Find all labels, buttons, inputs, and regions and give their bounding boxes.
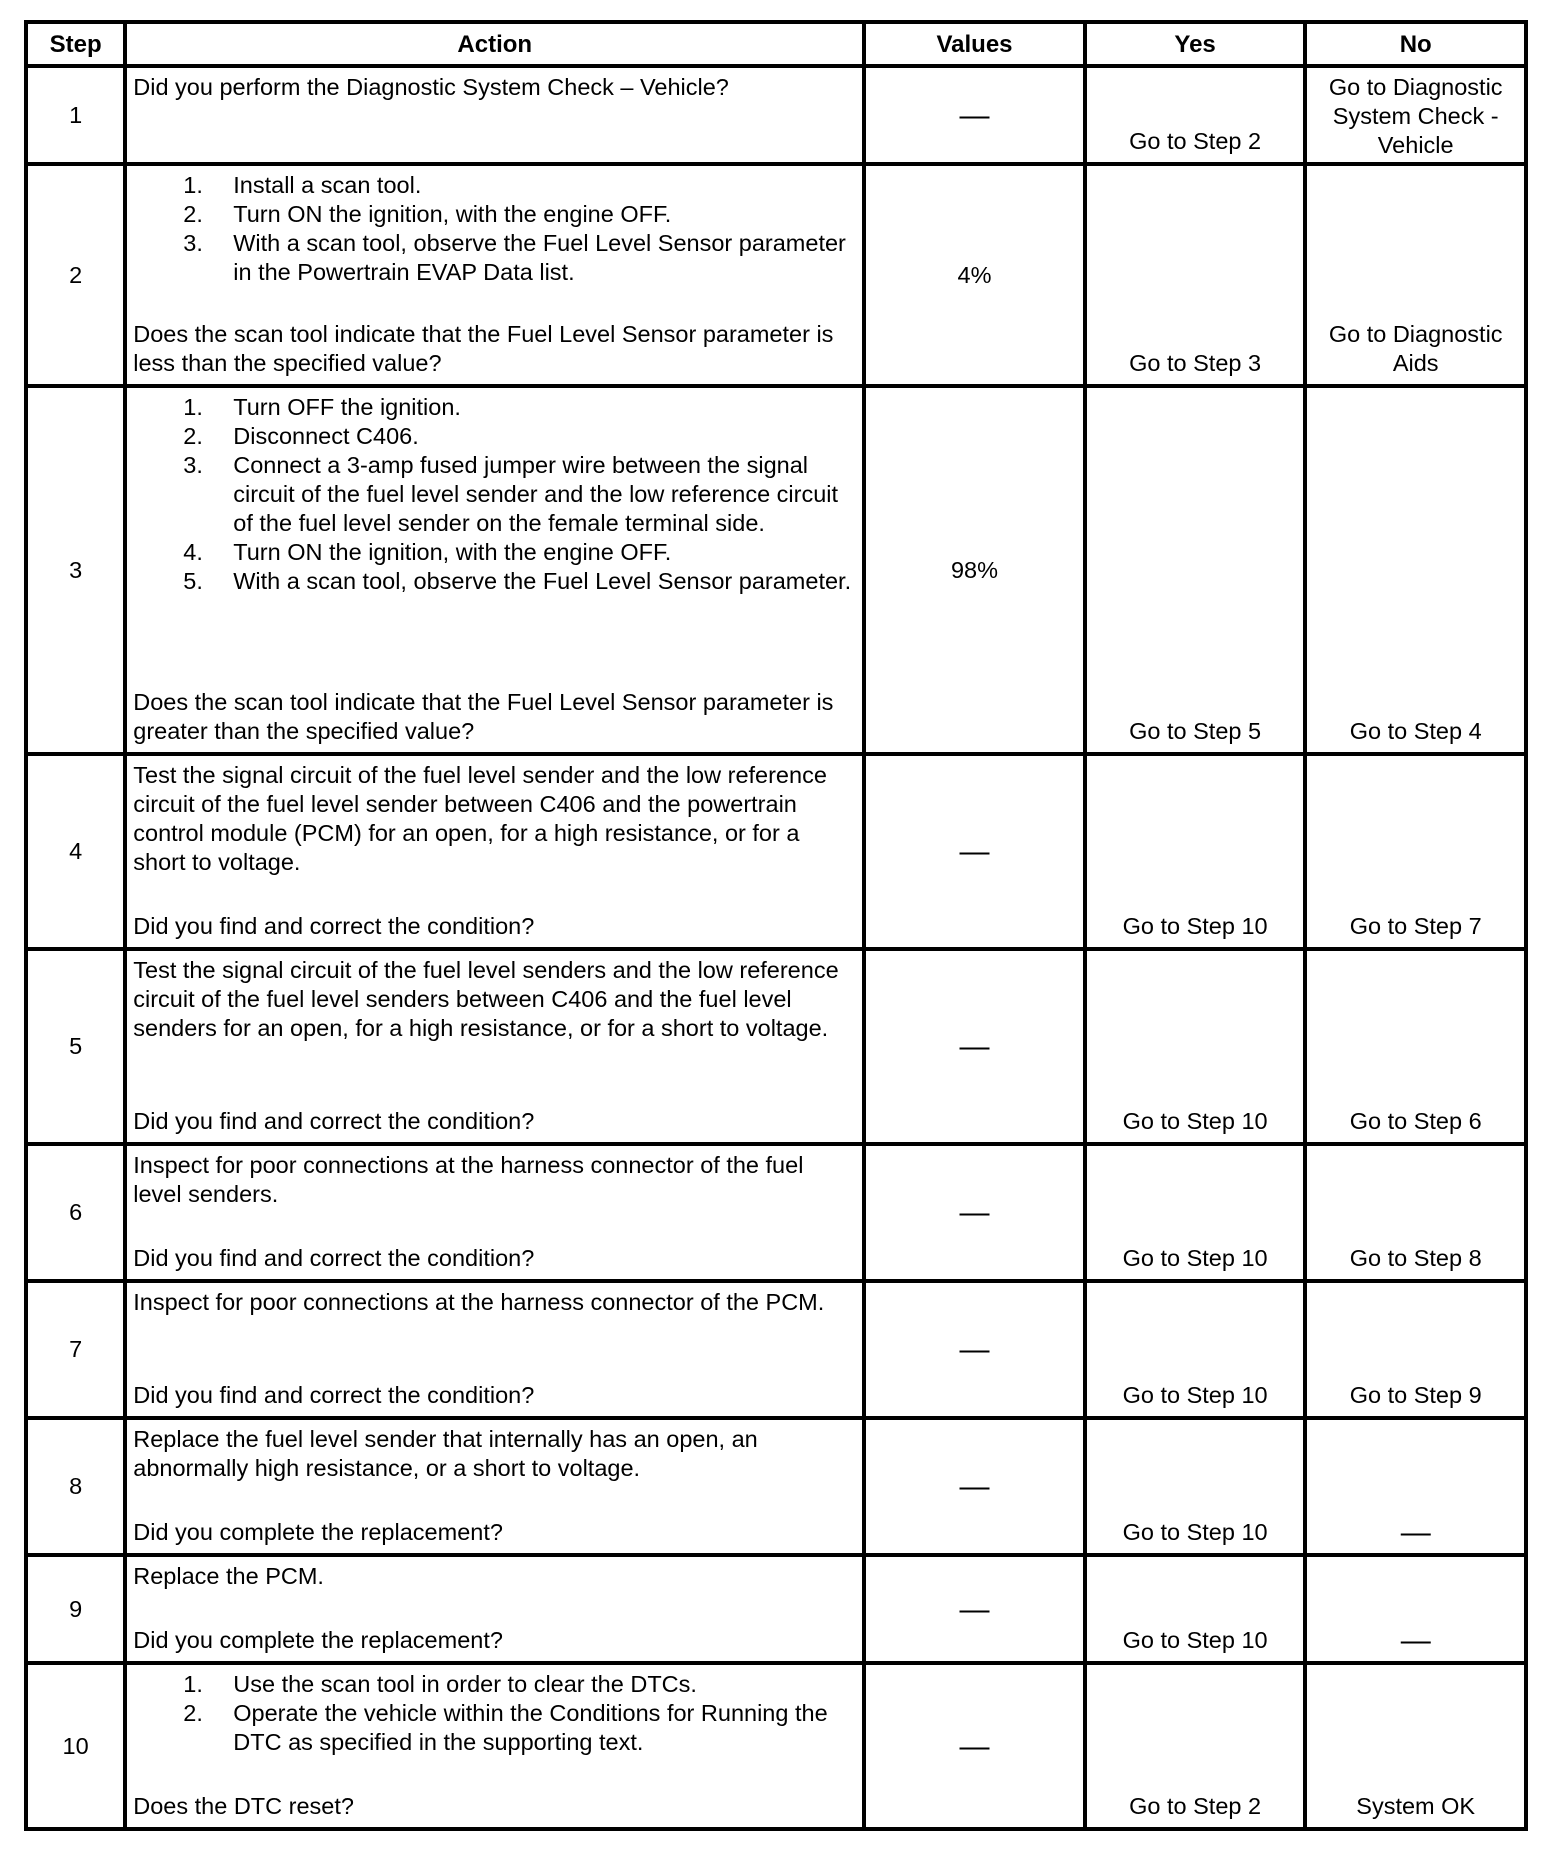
action-steps bbox=[133, 393, 854, 596]
step-number: 10 bbox=[26, 1663, 125, 1829]
action-cell bbox=[125, 1281, 864, 1418]
value-cell: — bbox=[864, 1144, 1085, 1281]
action-text: Replace the PCM. bbox=[133, 1563, 324, 1589]
step-number: 9 bbox=[26, 1555, 125, 1663]
action-steps bbox=[133, 171, 854, 287]
header-step: Step bbox=[26, 22, 125, 66]
action-cell bbox=[125, 1418, 864, 1555]
action-step: Turn OFF the ignition. bbox=[233, 394, 461, 420]
yes-cell: Go to Step 10 bbox=[1085, 1281, 1306, 1418]
value-cell: — bbox=[864, 1418, 1085, 1555]
action-step: Turn ON the ignition, with the engine OFF. bbox=[233, 539, 672, 565]
action-question: Did you find and correct the condition? bbox=[133, 1108, 535, 1134]
action-text: Replace the fuel level sender that internally has an open, an abnormally high resistance, or a short to voltage. bbox=[133, 1426, 758, 1481]
action-cell bbox=[125, 1555, 864, 1663]
action-cell bbox=[125, 66, 864, 164]
value-cell: — bbox=[864, 1663, 1085, 1829]
table-row bbox=[26, 164, 1526, 386]
value-cell: — bbox=[864, 1555, 1085, 1663]
table-row bbox=[26, 66, 1526, 164]
yes-cell: Go to Step 2 bbox=[1085, 66, 1306, 164]
action-step: With a scan tool, observe the Fuel Level Sensor parameter in the Powertrain EVAP Data list. bbox=[233, 230, 846, 285]
no-cell: Go to Diagnostic Aids bbox=[1305, 164, 1526, 386]
no-cell: Go to Step 8 bbox=[1305, 1144, 1526, 1281]
step-number: 8 bbox=[26, 1418, 125, 1555]
action-question: Did you complete the replacement? bbox=[133, 1627, 503, 1653]
action-question: Did you find and correct the condition? bbox=[133, 1382, 535, 1408]
value-cell: — bbox=[864, 66, 1085, 164]
no-cell: — bbox=[1305, 1418, 1526, 1555]
action-text: Did you perform the Diagnostic System Check – Vehicle? bbox=[133, 74, 729, 100]
table-row bbox=[26, 1281, 1526, 1418]
action-step: Install a scan tool. bbox=[233, 172, 422, 198]
table-row bbox=[26, 1418, 1526, 1555]
action-steps bbox=[133, 1670, 854, 1757]
action-step: Connect a 3-amp fused jumper wire between the signal circuit of the fuel level sender and the low reference circuit of the fuel level sender on the female terminal side. bbox=[233, 452, 839, 536]
yes-cell: Go to Step 2 bbox=[1085, 1663, 1306, 1829]
table-row bbox=[26, 754, 1526, 949]
action-question: Did you find and correct the condition? bbox=[133, 1245, 535, 1271]
action-question: Did you find and correct the condition? bbox=[133, 913, 535, 939]
header-values: Values bbox=[864, 22, 1085, 66]
table-row bbox=[26, 386, 1526, 754]
action-text: Inspect for poor connections at the harness connector of the PCM. bbox=[133, 1289, 825, 1315]
action-question: Did you complete the replacement? bbox=[133, 1519, 503, 1545]
action-cell bbox=[125, 754, 864, 949]
no-cell: Go to Step 9 bbox=[1305, 1281, 1526, 1418]
table-row bbox=[26, 949, 1526, 1144]
action-cell bbox=[125, 164, 864, 386]
step-number: 3 bbox=[26, 386, 125, 754]
no-cell: Go to Step 6 bbox=[1305, 949, 1526, 1144]
yes-cell: Go to Step 5 bbox=[1085, 386, 1306, 754]
action-cell bbox=[125, 949, 864, 1144]
yes-cell: Go to Step 3 bbox=[1085, 164, 1306, 386]
header-no: No bbox=[1305, 22, 1526, 66]
table-row bbox=[26, 1663, 1526, 1829]
header-action: Action bbox=[125, 22, 864, 66]
header-yes: Yes bbox=[1085, 22, 1306, 66]
table-row bbox=[26, 1555, 1526, 1663]
step-number: 4 bbox=[26, 754, 125, 949]
action-step: Use the scan tool in order to clear the DTCs. bbox=[233, 1671, 697, 1697]
yes-cell: Go to Step 10 bbox=[1085, 1555, 1306, 1663]
no-cell: Go to Step 7 bbox=[1305, 754, 1526, 949]
value-cell: — bbox=[864, 1281, 1085, 1418]
yes-cell: Go to Step 10 bbox=[1085, 1418, 1306, 1555]
value-cell: 4% bbox=[864, 164, 1085, 386]
action-cell bbox=[125, 1663, 864, 1829]
yes-cell: Go to Step 10 bbox=[1085, 754, 1306, 949]
action-text: Test the signal circuit of the fuel level senders and the low reference circuit of the fuel level senders between C406 and the fuel level senders for an open, for a high resistance, or for a short to voltage. bbox=[133, 957, 839, 1041]
action-step: Operate the vehicle within the Conditions for Running the DTC as specified in the supporting text. bbox=[233, 1700, 828, 1755]
action-question: Does the scan tool indicate that the Fuel Level Sensor parameter is greater than the specified value? bbox=[133, 689, 834, 744]
action-question: Does the scan tool indicate that the Fuel Level Sensor parameter is less than the specified value? bbox=[133, 321, 834, 376]
no-cell: System OK bbox=[1305, 1663, 1526, 1829]
action-step: With a scan tool, observe the Fuel Level Sensor parameter. bbox=[233, 568, 852, 594]
step-number: 6 bbox=[26, 1144, 125, 1281]
step-number: 2 bbox=[26, 164, 125, 386]
action-text: Inspect for poor connections at the harness connector of the fuel level senders. bbox=[133, 1152, 804, 1207]
action-cell bbox=[125, 386, 864, 754]
value-cell: — bbox=[864, 949, 1085, 1144]
action-text: Test the signal circuit of the fuel level sender and the low reference circuit of the fuel level sender between C406 and the powertrain control module (PCM) for an open, for a high resistance, or for a short to voltage. bbox=[133, 762, 827, 875]
step-number: 7 bbox=[26, 1281, 125, 1418]
no-cell: — bbox=[1305, 1555, 1526, 1663]
value-cell: 98% bbox=[864, 386, 1085, 754]
step-number: 1 bbox=[26, 66, 125, 164]
no-cell: Go to Step 4 bbox=[1305, 386, 1526, 754]
action-question: Does the DTC reset? bbox=[133, 1793, 354, 1819]
action-step: Disconnect C406. bbox=[233, 423, 419, 449]
header-row bbox=[26, 22, 1526, 66]
yes-cell: Go to Step 10 bbox=[1085, 1144, 1306, 1281]
step-number: 5 bbox=[26, 949, 125, 1144]
value-cell: — bbox=[864, 754, 1085, 949]
yes-cell: Go to Step 10 bbox=[1085, 949, 1306, 1144]
table-row bbox=[26, 1144, 1526, 1281]
diagnostic-table bbox=[24, 20, 1528, 1831]
action-cell bbox=[125, 1144, 864, 1281]
no-cell: Go to Diagnostic System Check - Vehicle bbox=[1305, 66, 1526, 164]
action-step: Turn ON the ignition, with the engine OFF. bbox=[233, 201, 672, 227]
